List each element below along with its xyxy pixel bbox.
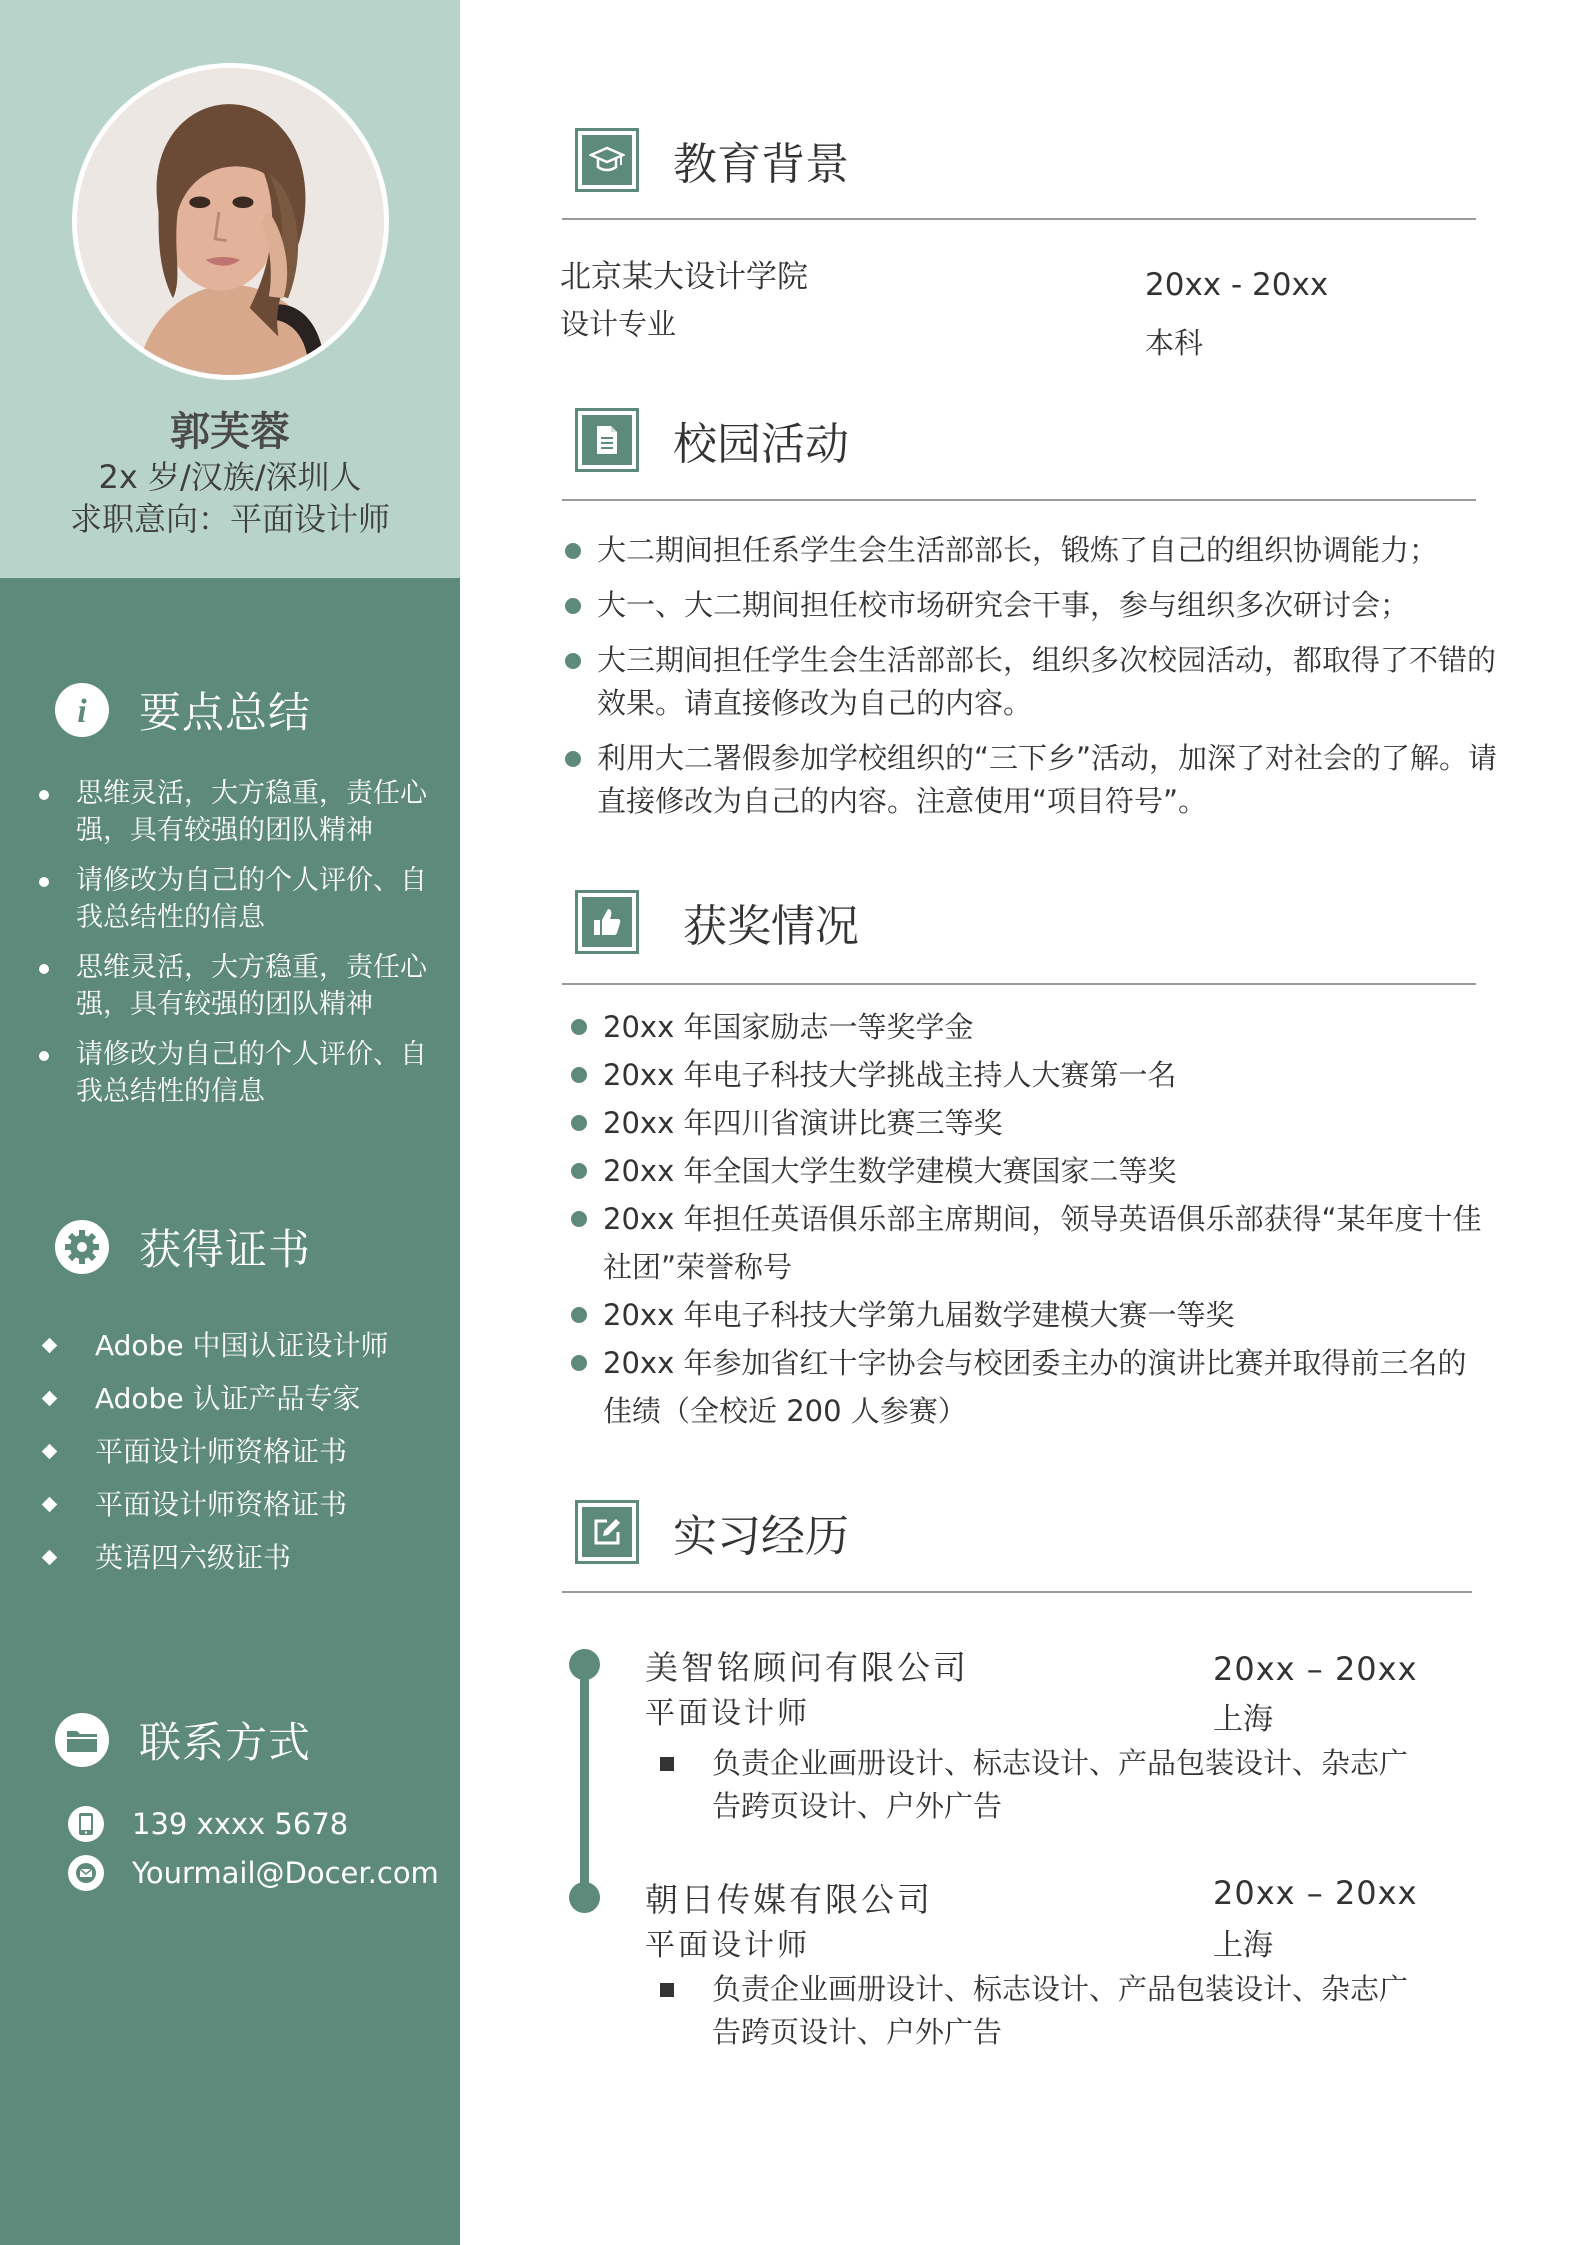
list-item: 大三期间担任学生会生活部部长，组织多次校园活动，都取得了不错的效果。请直接修改为自己的内容。 <box>562 639 1522 725</box>
internship-title: 实习经历 <box>673 1511 849 1562</box>
job-period: 20xx – 20xx <box>1213 1874 1418 1912</box>
list-item: Adobe 认证产品专家 <box>40 1380 388 1418</box>
job-city: 上海 <box>1213 1702 1273 1737</box>
job-role: 平面设计师 <box>645 1696 810 1731</box>
thumbs-up-icon <box>575 890 639 954</box>
internship-heading <box>575 1500 849 1564</box>
company-name: 朝日传媒有限公司 <box>645 1880 933 1919</box>
summary-heading <box>55 680 311 740</box>
gear-icon <box>55 1220 109 1274</box>
info-icon <box>55 683 109 737</box>
edit-icon <box>575 1500 639 1564</box>
document-icon <box>575 408 639 472</box>
job-city: 上海 <box>1213 1928 1273 1963</box>
job-period: 20xx – 20xx <box>1213 1650 1418 1688</box>
section-divider <box>562 499 1476 501</box>
section-divider <box>562 218 1476 220</box>
list-item: 大一、大二期间担任校市场研究会干事，参与组织多次研讨会； <box>562 584 1522 627</box>
timeline-line <box>580 1664 589 1898</box>
education-heading <box>575 128 849 192</box>
person-name: 郭芙蓉 <box>170 409 290 455</box>
avatar <box>72 63 389 380</box>
section-divider <box>562 1591 1472 1593</box>
list-item: 利用大二署假参加学校组织的“三下乡”活动，加深了对社会的了解。请直接修改为自己的内容。注意使用“项目符号”。 <box>562 737 1522 823</box>
timeline-dot <box>569 1649 600 1680</box>
job-duty: 负责企业画册设计、标志设计、产品包装设计、杂志广告跨页设计、户外广告 <box>660 1742 1420 1828</box>
list-item: 20xx 年国家励志一等奖学金 <box>568 1003 1482 1051</box>
list-item: 20xx 年四川省演讲比赛三等奖 <box>568 1099 1482 1147</box>
contact-title: 联系方式 <box>139 1718 312 1767</box>
summary-title: 要点总结 <box>139 688 312 737</box>
certificates-list <box>40 1327 388 1592</box>
folder-icon <box>55 1713 109 1767</box>
contact-heading <box>55 1710 311 1770</box>
phone-number[interactable]: 139 xxxx 5678 <box>132 1807 349 1841</box>
list-item: 20xx 年全国大学生数学建模大赛国家二等奖 <box>568 1147 1482 1195</box>
major: 设计专业 <box>560 307 677 341</box>
job-role: 平面设计师 <box>645 1928 810 1963</box>
list-item: 20xx 年电子科技大学第九届数学建模大赛一等奖 <box>568 1291 1482 1339</box>
mail-icon <box>68 1855 104 1891</box>
campus-list <box>562 529 1522 835</box>
timeline-dot <box>569 1882 600 1913</box>
list-item: Adobe 中国认证设计师 <box>40 1327 388 1365</box>
summary-list <box>36 775 436 1123</box>
campus-heading <box>575 408 849 472</box>
avatar-photo <box>77 68 384 375</box>
list-item: 英语四六级证书 <box>40 1539 388 1577</box>
campus-title: 校园活动 <box>673 419 849 470</box>
email-address[interactable]: Yourmail@Docer.com <box>132 1856 439 1890</box>
awards-title: 获奖情况 <box>683 901 859 952</box>
degree: 本科 <box>1145 326 1204 360</box>
list-item: 思维灵活，大方稳重，责任心强，具有较强的团队精神 <box>36 949 436 1023</box>
school-name: 北京某大设计学院 <box>560 259 808 295</box>
list-item: 平面设计师资格证书 <box>40 1433 388 1471</box>
email-row <box>68 1855 439 1891</box>
company-name: 美智铭顾问有限公司 <box>645 1648 969 1687</box>
list-item: 20xx 年电子科技大学挑战主持人大赛第一名 <box>568 1051 1482 1099</box>
list-item: 思维灵活，大方稳重，责任心强，具有较强的团队精神 <box>36 775 436 849</box>
list-item: 请修改为自己的个人评价、自我总结性的信息 <box>36 862 436 936</box>
svg-text:i: i <box>77 693 87 730</box>
phone-icon <box>68 1806 104 1842</box>
list-item: 20xx 年参加省红十字协会与校团委主办的演讲比赛并取得前三名的佳绩（全校近 200 人参赛） <box>568 1339 1482 1435</box>
phone-row <box>68 1806 348 1842</box>
education-title: 教育背景 <box>673 139 849 190</box>
education-period: 20xx - 20xx <box>1145 267 1329 303</box>
list-item: 平面设计师资格证书 <box>40 1486 388 1524</box>
awards-list <box>562 1003 1482 1435</box>
awards-heading <box>575 890 859 954</box>
list-item: 请修改为自己的个人评价、自我总结性的信息 <box>36 1036 436 1110</box>
certificates-heading <box>55 1217 311 1277</box>
list-item: 大二期间担任系学生会生活部部长，锻炼了自己的组织协调能力； <box>562 529 1522 572</box>
section-divider <box>562 983 1476 985</box>
profile-panel <box>0 0 460 578</box>
sidebar <box>0 0 460 2245</box>
certificates-title: 获得证书 <box>139 1225 312 1274</box>
graduation-cap-icon <box>575 128 639 192</box>
person-info: 2x 岁/汉族/深圳人 <box>98 458 362 496</box>
list-item: 20xx 年担任英语俱乐部主席期间，领导英语俱乐部获得“某年度十佳社团”荣誉称号 <box>568 1195 1482 1291</box>
job-objective: 求职意向：平面设计师 <box>69 500 390 538</box>
job-duty: 负责企业画册设计、标志设计、产品包装设计、杂志广告跨页设计、户外广告 <box>660 1968 1420 2054</box>
